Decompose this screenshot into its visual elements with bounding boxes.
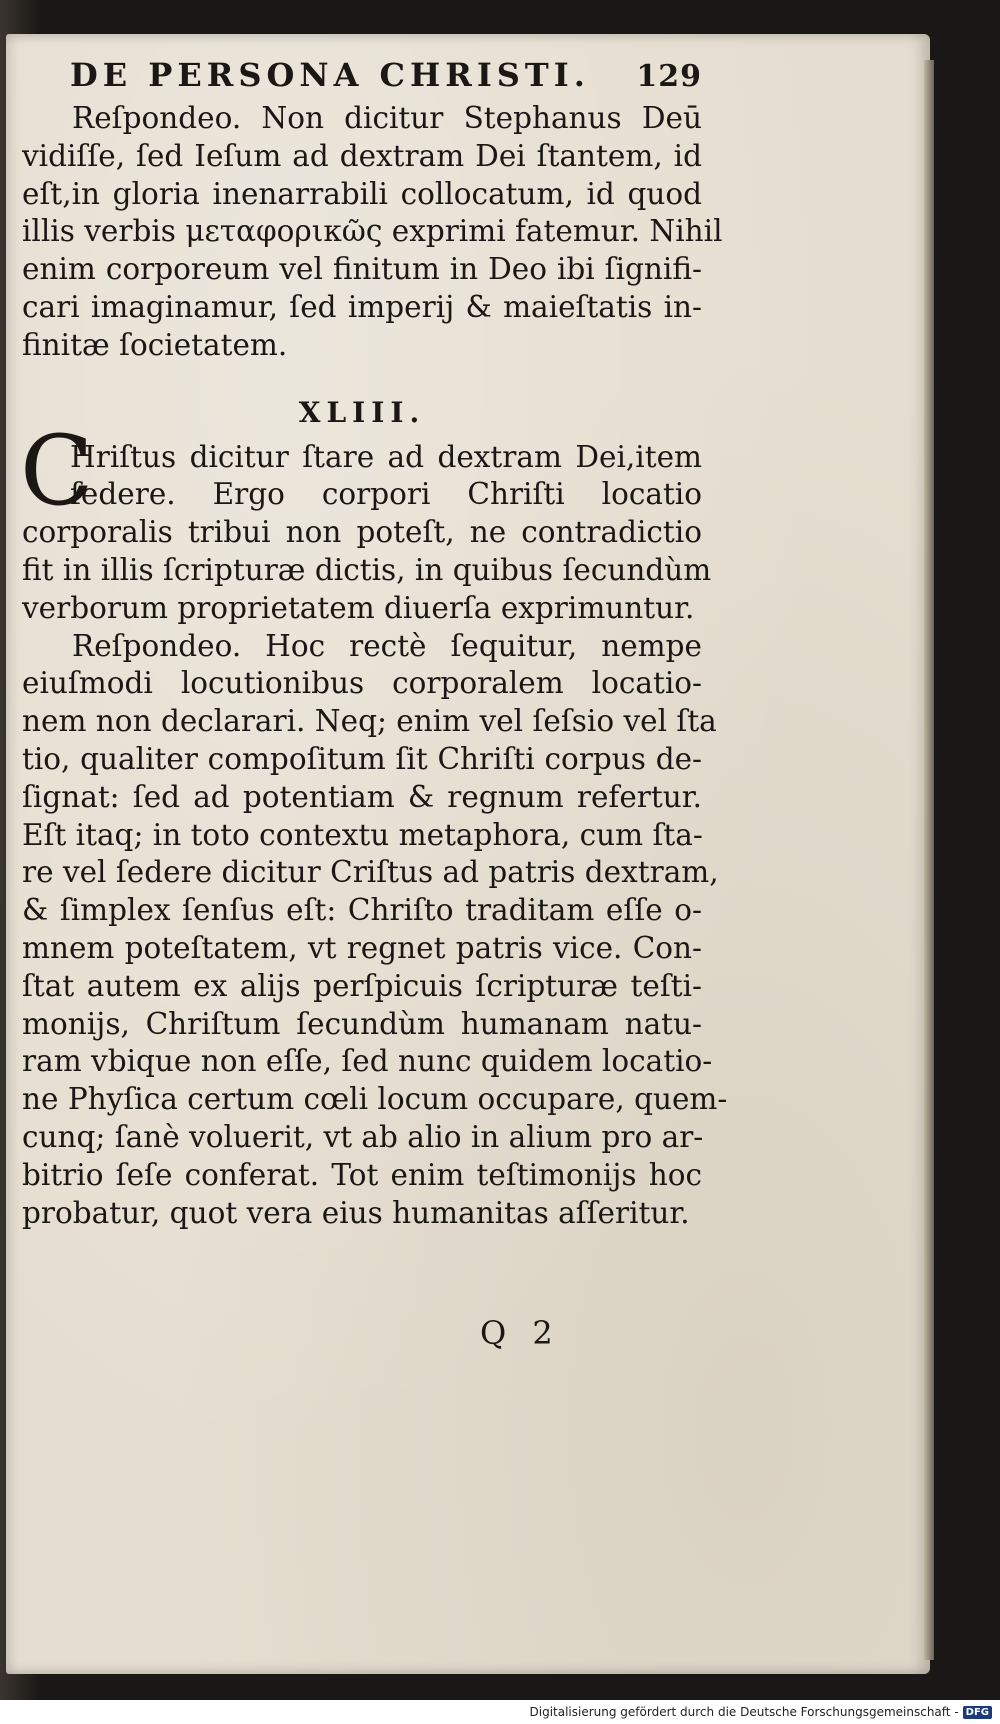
text-line: ne Phyſica certum cœli locum occupare, quem- bbox=[22, 1082, 728, 1117]
text-line: eſt,in gloria inenarrabili collocatum, id quod bbox=[22, 176, 702, 211]
paragraph-objection bbox=[20, 414, 712, 628]
section-number: XLIII. bbox=[298, 395, 426, 429]
text-line: finitæ ſocietatem. bbox=[22, 327, 288, 362]
text-line: fit in illis ſcripturæ dictis, in quibus ſecundùm bbox=[22, 552, 712, 587]
text-line: & ſimplex ſenſus eſt: Chriſto traditam eſſe o- bbox=[22, 893, 702, 928]
paragraph-respondeo-2 bbox=[22, 628, 728, 1233]
text-line: bitrio ſeſe conferat. Tot enim teſtimonijs hoc bbox=[22, 1157, 702, 1192]
text-line: vidiſſe, ſed Ieſum ad dextram Dei ſtantem, id bbox=[22, 138, 702, 173]
text-line: mnem poteſtatem, vt regnet patris vice. Con- bbox=[22, 930, 702, 965]
text-line: Reſpondeo. Non dicitur Stephanus Deū bbox=[72, 101, 702, 135]
text-line: ſignat: ſed ad potentiam & regnum refertur. bbox=[22, 779, 702, 814]
text-line: nem non declarari. Neq; enim vel ſeſsio vel ſta bbox=[22, 704, 717, 739]
text-line: ſtat autem ex alijs perſpicuis ſcripturæ teſti- bbox=[22, 968, 702, 1003]
text-line: tio, qualiter compoſitum ſit Chriſti corpus de- bbox=[22, 741, 702, 776]
funding-footer bbox=[530, 1705, 993, 1719]
text-line: enim corporeum vel finitum in Deo ibi ſignifi- bbox=[22, 252, 702, 287]
text-line: corporalis tribui non poteſt, ne contradictio bbox=[22, 515, 702, 550]
running-head-title: DE PERSONA CHRISTI. bbox=[70, 56, 590, 94]
dfg-logo-icon: DFG bbox=[963, 1706, 992, 1719]
text-line: eiuſmodi locutionibus corporalem locatio- bbox=[22, 666, 702, 701]
page-number: 129 bbox=[636, 59, 702, 94]
text-line: ſedere. Ergo corpori Chriſti locatio bbox=[70, 477, 702, 512]
running-head bbox=[70, 56, 702, 100]
text-line: ram vbique non eſſe, ſed nunc quidem locatio- bbox=[22, 1044, 713, 1079]
text-line: verborum proprietatem diuerſa exprimuntur. bbox=[22, 590, 695, 625]
text-line: monijs, Chriſtum ſecundùm humanam natu- bbox=[22, 1006, 702, 1041]
text-line: Eſt itaq; in toto contextu metaphora, cum ſta- bbox=[22, 817, 703, 852]
text-line: probatur, quot vera eius humanitas aſſeritur. bbox=[22, 1195, 690, 1230]
page-text-block bbox=[20, 56, 728, 1232]
paragraph-respondeo-1 bbox=[22, 100, 723, 365]
catchword-signature: Q 2 bbox=[480, 1314, 561, 1352]
text-line: cunq; ſanè voluerit, vt ab alio in alium pro ar- bbox=[22, 1119, 704, 1154]
page-edge bbox=[924, 60, 934, 1660]
funding-text: Digitalisierung gefördert durch die Deutsche Forschungsgemeinschaft - bbox=[529, 1705, 959, 1719]
text-line: cari imaginamur, ſed imperij & maieſtatis in- bbox=[22, 289, 702, 324]
drop-cap: C bbox=[20, 414, 94, 527]
text-line: re vel ſedere dicitur Criſtus ad patris dextram, bbox=[22, 855, 719, 890]
text-line: illis verbis μεταφορικῶς exprimi fatemur. Nihil bbox=[22, 214, 723, 249]
text-line: Reſpondeo. Hoc rectè ſequitur, nempe bbox=[72, 628, 702, 663]
text-line: Hriſtus dicitur ſtare ad dextram Dei,item bbox=[70, 439, 702, 474]
